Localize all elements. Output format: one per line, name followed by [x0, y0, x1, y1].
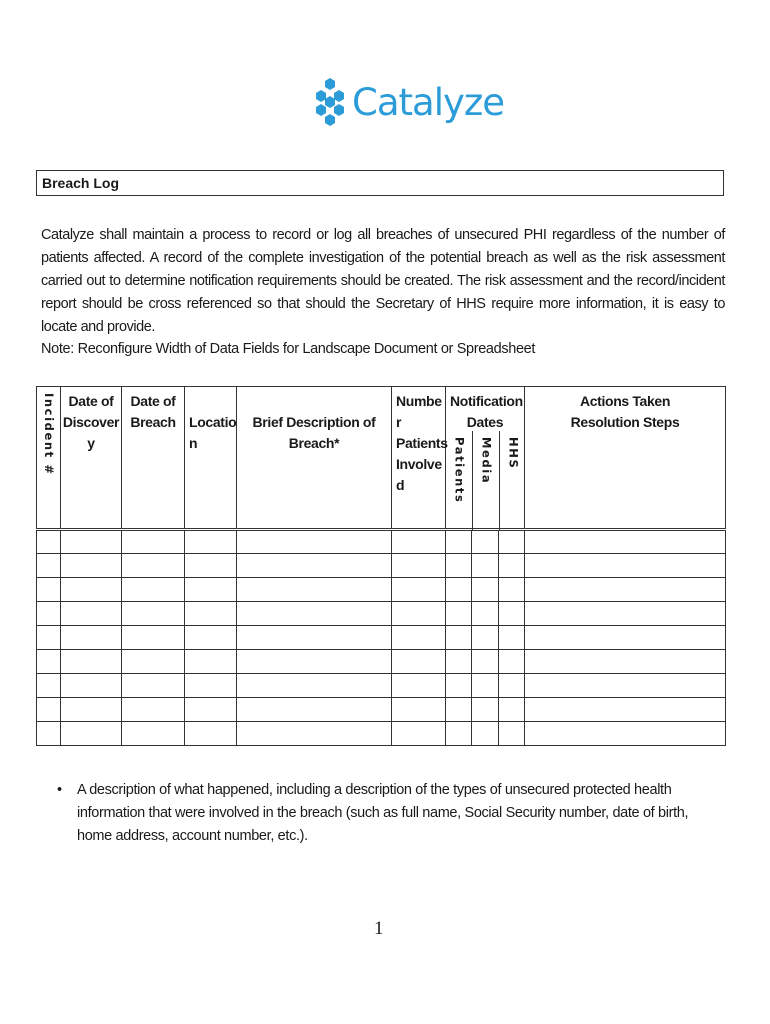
header-date-discovery: Date of Discover y — [61, 387, 122, 530]
header-description — [237, 387, 392, 530]
note-text: Note: Reconfigure Width of Data Fields for Landscape Document or Spreadsheet — [41, 341, 536, 357]
table-cell — [472, 674, 499, 698]
table-cell — [472, 698, 499, 722]
table-cell — [185, 674, 237, 698]
table-cell — [185, 602, 237, 626]
table-cell — [446, 722, 472, 746]
list-item — [57, 779, 717, 848]
table-cell — [122, 602, 185, 626]
table-cell — [61, 578, 122, 602]
bullet-text: A description of what happened, including a description of the types of unsecured protected health information that were involved in the breach (such as full name, Social Security number, date of birth, home address, account number, etc.). — [77, 782, 689, 844]
table-cell — [525, 602, 726, 626]
table-cell — [525, 530, 726, 554]
table-cell — [237, 626, 392, 650]
table-cell — [446, 530, 472, 554]
table-row — [37, 674, 726, 698]
table-cell — [525, 626, 726, 650]
table-cell — [472, 722, 499, 746]
header-number-patients: Numbe r Patients Involve d — [392, 387, 446, 530]
table-cell — [525, 554, 726, 578]
table-cell — [392, 554, 446, 578]
table-cell — [37, 650, 61, 674]
table-cell — [237, 650, 392, 674]
table-cell — [37, 626, 61, 650]
table-cell — [122, 626, 185, 650]
table-cell — [122, 554, 185, 578]
table-cell — [446, 650, 472, 674]
table-cell — [472, 578, 499, 602]
table-cell — [499, 602, 525, 626]
table-cell — [61, 722, 122, 746]
table-cell — [237, 554, 392, 578]
table-cell — [392, 698, 446, 722]
table-cell — [392, 602, 446, 626]
table-row — [37, 722, 726, 746]
table-cell — [446, 602, 472, 626]
table-cell — [499, 698, 525, 722]
table-cell — [446, 578, 472, 602]
table-cell — [185, 626, 237, 650]
table-cell — [185, 650, 237, 674]
table-row — [37, 698, 726, 722]
table-cell — [392, 674, 446, 698]
header-actions — [525, 387, 726, 530]
table-cell — [499, 650, 525, 674]
table-cell — [61, 650, 122, 674]
table-cell — [237, 530, 392, 554]
catalyze-logo — [310, 74, 504, 130]
header-location — [185, 387, 237, 530]
bullet-icon: • — [57, 782, 62, 798]
table-cell — [525, 674, 726, 698]
table-cell — [237, 698, 392, 722]
table-row — [37, 602, 726, 626]
table-cell — [122, 530, 185, 554]
table-cell — [237, 722, 392, 746]
table-header-row — [37, 387, 726, 530]
table-row — [37, 650, 726, 674]
table-cell — [499, 722, 525, 746]
table-cell — [185, 578, 237, 602]
header-incident-label: Incident # — [42, 393, 56, 476]
table-cell — [122, 722, 185, 746]
table-cell — [392, 650, 446, 674]
table-cell — [37, 530, 61, 554]
table-cell — [37, 554, 61, 578]
table-cell — [392, 530, 446, 554]
logo-text: Catalyze — [352, 80, 505, 124]
table-cell — [237, 602, 392, 626]
table-cell — [392, 578, 446, 602]
intro-paragraph: Catalyze shall maintain a process to record or log all breaches of unsecured PHI regardless of the number of patients affected. A record of the complete investigation of the potential breach as well as the risk assessment carried out to determine notification requirements should be created. The risk assessment and the record/incident report should be cross referenced so that should the Secretary of HHS require more information, it is easy to locate and provide. — [41, 227, 725, 335]
table-cell — [61, 626, 122, 650]
table-cell — [525, 650, 726, 674]
notification-dates-label: Notification Dates — [450, 393, 523, 430]
table-cell — [122, 650, 185, 674]
table-cell — [185, 698, 237, 722]
table-cell — [61, 602, 122, 626]
table-cell — [61, 554, 122, 578]
table-cell — [237, 578, 392, 602]
table-cell — [37, 602, 61, 626]
table-cell — [122, 578, 185, 602]
table-cell — [37, 722, 61, 746]
table-cell — [446, 626, 472, 650]
header-date-breach: Date of Breach — [122, 387, 185, 530]
table-row — [37, 578, 726, 602]
header-notif-patients: Patients — [452, 437, 467, 504]
table-cell — [61, 530, 122, 554]
table-cell — [122, 674, 185, 698]
table-cell — [472, 530, 499, 554]
table-cell — [499, 554, 525, 578]
table-cell — [525, 698, 726, 722]
section-title: Breach Log — [36, 170, 724, 196]
table-row — [37, 530, 726, 554]
table-cell — [185, 554, 237, 578]
table-cell — [472, 602, 499, 626]
table-cell — [237, 674, 392, 698]
table-cell — [392, 626, 446, 650]
header-incident — [37, 387, 61, 530]
table-cell — [499, 674, 525, 698]
table-cell — [185, 530, 237, 554]
table-cell — [499, 626, 525, 650]
table-cell — [472, 626, 499, 650]
table-cell — [525, 578, 726, 602]
page-number: 1 — [374, 918, 384, 939]
table-cell — [37, 698, 61, 722]
table-cell — [61, 674, 122, 698]
table-cell — [472, 650, 499, 674]
header-location-label: Locatio n — [189, 414, 237, 451]
table-cell — [472, 554, 499, 578]
header-notification-dates — [446, 387, 525, 530]
table-cell — [185, 722, 237, 746]
table-cell — [446, 698, 472, 722]
table-cell — [37, 674, 61, 698]
table-cell — [61, 698, 122, 722]
header-notif-hhs: HHS — [506, 437, 521, 470]
honeycomb-logo-icon — [310, 74, 350, 130]
table-cell — [446, 554, 472, 578]
table-cell — [122, 698, 185, 722]
header-actions-label: Actions Taken Resolution Steps — [570, 393, 680, 430]
table-cell — [499, 578, 525, 602]
breach-log-table — [36, 386, 726, 746]
table-cell — [499, 530, 525, 554]
table-row — [37, 554, 726, 578]
header-description-label: Brief Description of Breach* — [252, 414, 376, 451]
table-cell — [446, 674, 472, 698]
header-notif-media: Media — [479, 437, 494, 485]
table-row — [37, 626, 726, 650]
table-cell — [37, 578, 61, 602]
table-cell — [392, 722, 446, 746]
table-cell — [525, 722, 726, 746]
